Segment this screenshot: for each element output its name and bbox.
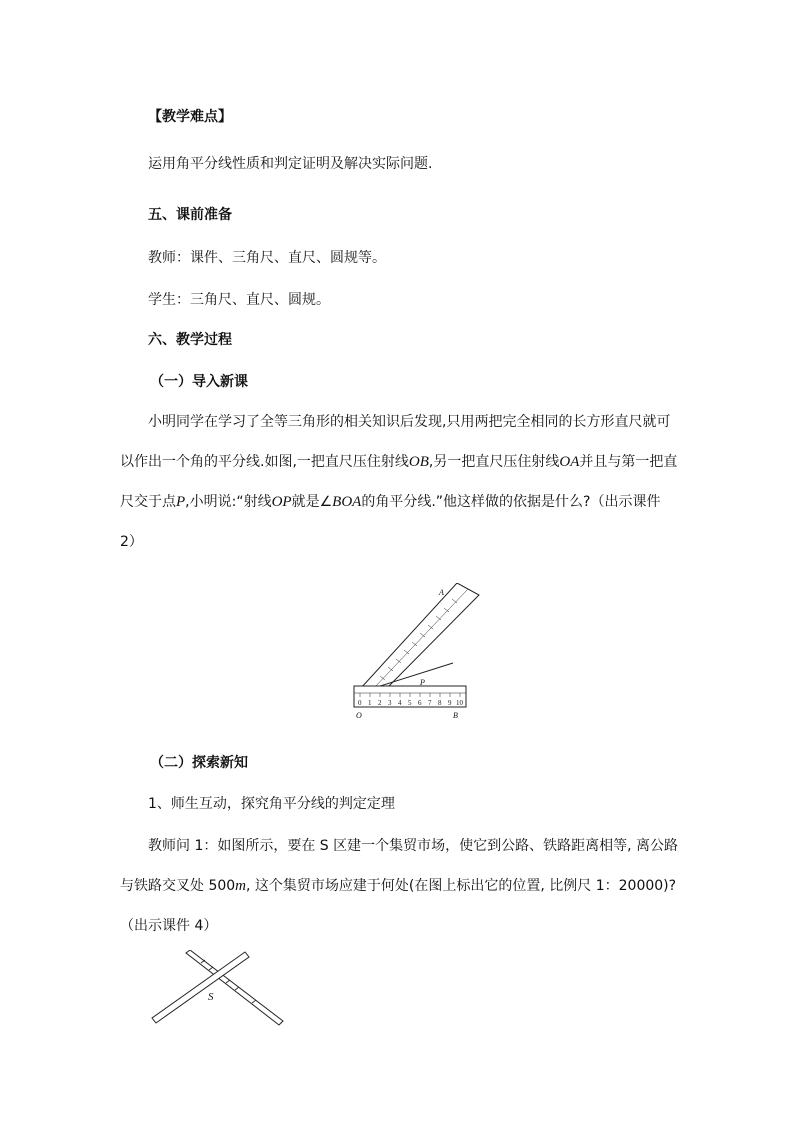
question1-paragraph: 教师问 1：如图所示，要在 S 区建一个集贸市场，使它到公路、铁路距离相等, 离公路与铁路交叉处 500m, 这个集贸市场应建于何处(在图上标出它的位置, 比例尺 1：20000)? （出示课件 4） — [120, 838, 679, 934]
tick-3: 3 — [388, 699, 392, 707]
tick-0: 0 — [358, 699, 362, 707]
tick-8: 8 — [438, 699, 442, 707]
part1-title: （一）导入新课 — [150, 374, 248, 390]
point-B-label: B — [453, 711, 458, 720]
label-OA: OA — [559, 454, 580, 470]
tick-4: 4 — [398, 699, 402, 707]
difficulty-text: 运用角平分线性质和判定证明及解决实际问题. — [148, 156, 433, 172]
part2-title: （二）探索新知 — [150, 755, 248, 771]
tick-2: 2 — [378, 699, 382, 707]
ruler-angle-figure — [340, 583, 480, 723]
unit-m: m — [235, 878, 247, 894]
tick-10: 10 — [456, 699, 463, 707]
tick-7: 7 — [428, 699, 432, 707]
student-prep: 学生：三角尺、直尺、圆规。 — [148, 292, 330, 308]
teacher-prep: 教师：课件、三角尺、直尺、圆规等。 — [148, 250, 386, 266]
label-OB: OB — [408, 454, 429, 470]
tick-1: 1 — [368, 699, 372, 707]
section5-title: 五、课前准备 — [148, 207, 232, 223]
label-BOA: BOA — [332, 494, 362, 510]
region-S-label: S — [208, 991, 214, 1003]
section6-title: 六、教学过程 — [148, 332, 232, 348]
item1-text: 1、师生互动，探究角平分线的判定定理 — [148, 796, 395, 812]
tick-9: 9 — [448, 699, 452, 707]
label-OP: OP — [271, 494, 292, 510]
point-O-label: O — [356, 711, 362, 720]
tick-6: 6 — [418, 699, 422, 707]
label-P: P — [176, 494, 186, 510]
difficulty-heading: 【教学难点】 — [148, 109, 232, 125]
point-P-label: P — [420, 678, 425, 687]
intro-paragraph: 小明同学在学习了全等三角形的相关知识后发现,只用两把完全相同的长方形直尺就可以作出一个角的平分线.如图,一把直尺压住射线OB,另一把直尺压住射线OA并且与第一把直尺交于点P,小明说:“射线OP就是∠BOA的角平分线.”他这样做的依据是什么?（出示课件 2） — [120, 414, 678, 550]
road-railway-figure — [150, 950, 290, 1030]
point-A-label: A — [439, 588, 444, 597]
tick-5: 5 — [408, 699, 412, 707]
